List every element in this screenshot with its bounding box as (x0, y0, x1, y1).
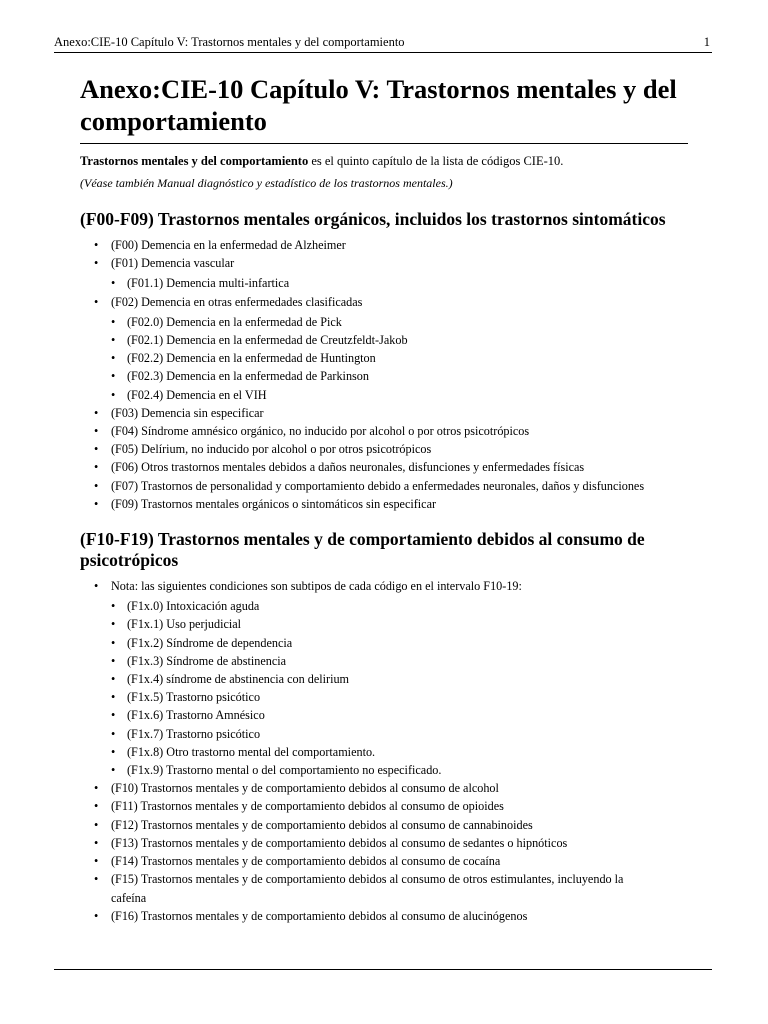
sublist (111, 597, 688, 779)
list-item: • (F12) Trastornos mentales y de comportamiento debidos al consumo de cannabinoides (80, 816, 688, 834)
list-item: • (F05) Delírium, no inducido por alcohol o por otros psicotrópicos (80, 440, 688, 458)
sublist-item: • (F1x.3) Síndrome de abstinencia (111, 652, 688, 670)
sublist-item: • (F02.3) Demencia en la enfermedad de Parkinson (111, 367, 688, 385)
sublist-item: • (F02.4) Demencia en el VIH (111, 386, 688, 404)
page-number: 1 (703, 35, 710, 49)
intro-paragraph (80, 152, 688, 170)
section-heading-f00-f09: (F00-F09) Trastornos mentales orgánicos, incluidos los trastornos sintomáticos (80, 209, 666, 229)
sublist-item: • (F1x.8) Otro trastorno mental del comportamiento. (111, 743, 688, 761)
sublist-item: • (F1x.9) Trastorno mental o del comportamiento no especificado. (111, 761, 688, 779)
list-item-text: (F01) Demencia vascular (111, 256, 235, 271)
sublist-item: • (F01.1) Demencia multi-infartica (111, 274, 688, 292)
list-item-text: • (F15) Trastornos mentales y de comportamiento debidos al consumo de otros estimulantes, incluyendo la (111, 872, 624, 887)
intro-bold-term: Trastornos mentales y del comportamiento (80, 154, 309, 168)
sublist-item: • (F1x.2) Síndrome de dependencia (111, 634, 688, 652)
list-item (80, 577, 688, 779)
sublist-item: • (F1x.4) síndrome de abstinencia con delirium (111, 670, 688, 688)
list-item: • (F10) Trastornos mentales y de comportamiento debidos al consumo de alcohol (80, 779, 688, 797)
list-item: • (F11) Trastornos mentales y de comportamiento debidos al consumo de opioides (80, 797, 688, 815)
section-list-f10-f19 (80, 577, 688, 925)
section-list-f00-f09 (80, 236, 688, 513)
list-item-text: Nota: las siguientes condiciones son subtipos de cada código en el intervalo F10-19: (111, 579, 522, 594)
list-item: • (F06) Otros trastornos mentales debidos a daños neuronales, disfunciones y enfermedades físicas (80, 458, 688, 476)
list-item: • (F09) Trastornos mentales orgánicos o sintomáticos sin especificar (80, 495, 688, 513)
list-item: • (F00) Demencia en la enfermedad de Alzheimer (80, 236, 688, 254)
sublist-item: • (F02.0) Demencia en la enfermedad de Pick (111, 313, 688, 331)
sublist-item: • (F1x.6) Trastorno Amnésico (111, 706, 688, 724)
sublist (111, 313, 688, 404)
see-also-note: (Véase también Manual diagnóstico y estadístico de los trastornos mentales.) (80, 176, 453, 190)
list-item: • (F03) Demencia sin especificar (80, 404, 688, 422)
page-title: Anexo:CIE-10 Capítulo V: Trastornos mentales y del comportamiento (80, 73, 688, 144)
sublist-item: • (F1x.0) Intoxicación aguda (111, 597, 688, 615)
list-item (80, 293, 688, 404)
list-item: • (F07) Trastornos de personalidad y comportamiento debido a enfermedades neuronales, daños y disfunciones (80, 477, 688, 495)
running-header-title: Anexo:CIE-10 Capítulo V: Trastornos mentales y del comportamiento (54, 35, 405, 49)
list-item: • (F14) Trastornos mentales y de comportamiento debidos al consumo de cocaína (80, 852, 688, 870)
list-item: • (F13) Trastornos mentales y de comportamiento debidos al consumo de sedantes o hipnóticos (80, 834, 688, 852)
sublist-item: • (F02.1) Demencia en la enfermedad de Creutzfeldt-Jakob (111, 331, 688, 349)
list-item: • (F04) Síndrome amnésico orgánico, no inducido por alcohol o por otros psicotrópicos (80, 422, 688, 440)
footer-rule (54, 969, 712, 970)
intro-text: es el quinto capítulo de la lista de códigos CIE-10. (308, 154, 564, 168)
sublist (111, 274, 688, 292)
running-header (54, 34, 712, 53)
sublist-item: • (F02.2) Demencia en la enfermedad de Huntington (111, 349, 688, 367)
list-item: • (F16) Trastornos mentales y de comportamiento debidos al consumo de alucinógenos (80, 907, 688, 925)
section-heading-f10-f19: (F10-F19) Trastornos mentales y de comportamiento debidos al consumo de psicotrópicos (80, 529, 645, 571)
page-content (80, 73, 688, 925)
list-item (80, 254, 688, 292)
sublist-item: • (F1x.1) Uso perjudicial (111, 615, 688, 633)
list-item (80, 870, 688, 906)
list-item-text: (F02) Demencia en otras enfermedades clasificadas (111, 294, 363, 309)
sublist-item: • (F1x.7) Trastorno psicótico (111, 725, 688, 743)
list-item-text-continued: cafeína (111, 890, 147, 905)
sublist-item: • (F1x.5) Trastorno psicótico (111, 688, 688, 706)
